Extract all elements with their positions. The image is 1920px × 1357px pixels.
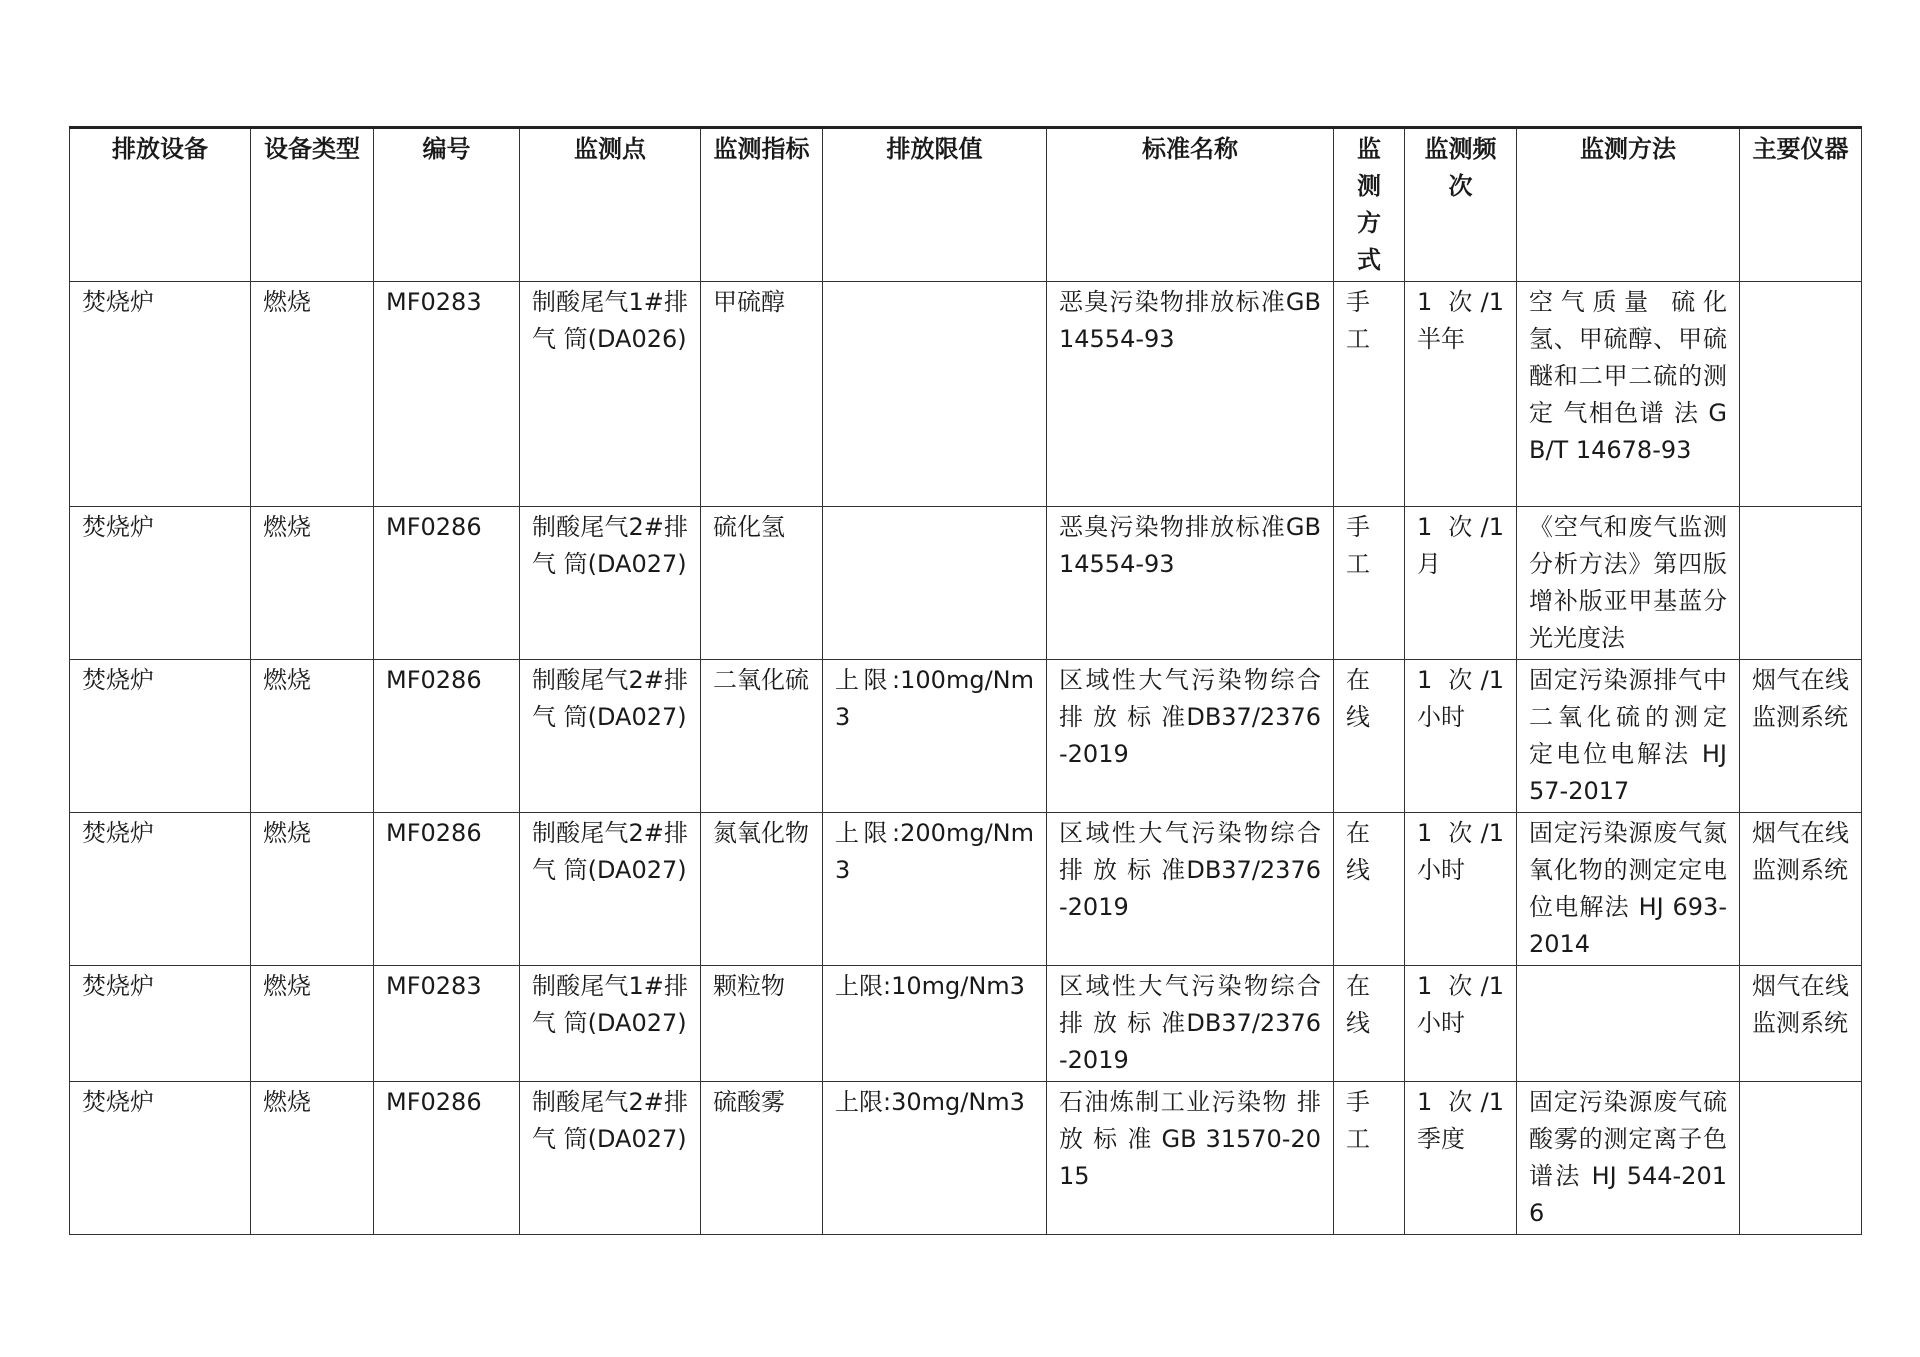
table-cell: 石油炼制工业污染物 排 放 标 准 GB 31570-2015 — [1047, 1082, 1334, 1235]
table-cell: 氮氧化物 — [701, 813, 823, 966]
table-cell: 上限:10mg/Nm3 — [823, 966, 1047, 1082]
table-cell: 硫化氢 — [701, 507, 823, 660]
table-cell: 燃烧 — [251, 1082, 374, 1235]
table-cell: 在线 — [1334, 660, 1405, 813]
table-cell: 1 次/1小时 — [1405, 813, 1517, 966]
table-cell: 上限:200mg/Nm3 — [823, 813, 1047, 966]
table-cell: 1 次/1季度 — [1405, 1082, 1517, 1235]
table-cell: MF0286 — [374, 507, 520, 660]
table-cell: 制酸尾气1#排 气 筒(DA027) — [520, 966, 701, 1082]
table-cell — [1740, 282, 1862, 507]
table-cell: 手工 — [1334, 507, 1405, 660]
table-cell: 甲硫醇 — [701, 282, 823, 507]
table-cell: MF0286 — [374, 1082, 520, 1235]
table-cell: 1 次/1小时 — [1405, 966, 1517, 1082]
table-cell: 制酸尾气2#排 气 筒(DA027) — [520, 1082, 701, 1235]
table-cell: 空气质量 硫化氢、甲硫醇、甲硫醚和二甲二硫的测定 气相色谱 法 GB/T 14678-93 — [1517, 282, 1740, 507]
table-cell: 焚烧炉 — [70, 966, 251, 1082]
table-row — [70, 660, 1862, 813]
header-cell: 主要仪器 — [1740, 128, 1862, 282]
table-cell: 在线 — [1334, 813, 1405, 966]
table-cell: 焚烧炉 — [70, 282, 251, 507]
table-cell: 硫酸雾 — [701, 1082, 823, 1235]
header-cell: 标准名称 — [1047, 128, 1334, 282]
table-cell — [1740, 507, 1862, 660]
table-row — [70, 813, 1862, 966]
table-cell: MF0283 — [374, 282, 520, 507]
table-cell: 焚烧炉 — [70, 507, 251, 660]
table-cell: 1 次/1半年 — [1405, 282, 1517, 507]
table-cell: 烟气在线监测系统 — [1740, 966, 1862, 1082]
table-cell — [823, 507, 1047, 660]
table-cell — [1740, 1082, 1862, 1235]
table-cell: 制酸尾气2#排 气 筒(DA027) — [520, 813, 701, 966]
header-cell: 监测方法 — [1517, 128, 1740, 282]
table-cell: 固定污染源废气硫酸雾的测定离子色谱法 HJ 544-2016 — [1517, 1082, 1740, 1235]
table-cell: 燃烧 — [251, 660, 374, 813]
table-cell: 区域性大气污染物综合 排 放 标 准DB37/2376-2019 — [1047, 813, 1334, 966]
header-cell: 编号 — [374, 128, 520, 282]
table-row — [70, 282, 1862, 507]
table-cell — [1517, 966, 1740, 1082]
header-cell: 排放设备 — [70, 128, 251, 282]
table-cell: 1 次/1月 — [1405, 507, 1517, 660]
table-cell: 固定污染源排气中二氧化硫的测定 定电位电解法 HJ 57-2017 — [1517, 660, 1740, 813]
table-cell: 制酸尾气2#排 气 筒(DA027) — [520, 660, 701, 813]
header-cell: 监测点 — [520, 128, 701, 282]
table-cell: MF0286 — [374, 660, 520, 813]
table-cell: 二氧化硫 — [701, 660, 823, 813]
table-cell: MF0286 — [374, 813, 520, 966]
header-cell: 设备类型 — [251, 128, 374, 282]
table-cell: 焚烧炉 — [70, 660, 251, 813]
header-cell: 排放限值 — [823, 128, 1047, 282]
table-cell: 在线 — [1334, 966, 1405, 1082]
table-cell: 恶臭污染物排放标准GB 14554-93 — [1047, 282, 1334, 507]
table-cell: 烟气在线监测系统 — [1740, 813, 1862, 966]
table-cell: 《空气和废气监测分析方法》第四版增补版亚甲基蓝分光光度法 — [1517, 507, 1740, 660]
table-cell: 区域性大气污染物综合 排 放 标 准DB37/2376-2019 — [1047, 660, 1334, 813]
table-cell: MF0283 — [374, 966, 520, 1082]
table-cell: 手工 — [1334, 1082, 1405, 1235]
table-cell: 燃烧 — [251, 813, 374, 966]
table-cell: 上限:30mg/Nm3 — [823, 1082, 1047, 1235]
table-header-row — [70, 128, 1862, 282]
table-cell: 手工 — [1334, 282, 1405, 507]
header-cell: 监测频次 — [1405, 128, 1517, 282]
table-cell: 焚烧炉 — [70, 1082, 251, 1235]
table-cell: 燃烧 — [251, 507, 374, 660]
table-cell: 焚烧炉 — [70, 813, 251, 966]
table-cell — [823, 282, 1047, 507]
table-row — [70, 1082, 1862, 1235]
table-cell: 颗粒物 — [701, 966, 823, 1082]
table-cell: 固定污染源废气氮氧化物的测定定电位电解法 HJ 693-2014 — [1517, 813, 1740, 966]
table-cell: 制酸尾气1#排 气 筒(DA026) — [520, 282, 701, 507]
table-cell: 恶臭污染物排放标准GB 14554-93 — [1047, 507, 1334, 660]
table-cell: 制酸尾气2#排 气 筒(DA027) — [520, 507, 701, 660]
table-cell: 烟气在线监测系统 — [1740, 660, 1862, 813]
table-row — [70, 966, 1862, 1082]
header-cell: 监测方式 — [1334, 128, 1405, 282]
table-cell: 燃烧 — [251, 966, 374, 1082]
table-cell: 1 次/1小时 — [1405, 660, 1517, 813]
table-cell: 上限:100mg/Nm3 — [823, 660, 1047, 813]
monitoring-table — [69, 126, 1862, 1235]
table-row — [70, 507, 1862, 660]
table-cell: 燃烧 — [251, 282, 374, 507]
header-cell: 监测指标 — [701, 128, 823, 282]
table-cell: 区域性大气污染物综合 排 放 标 准DB37/2376-2019 — [1047, 966, 1334, 1082]
